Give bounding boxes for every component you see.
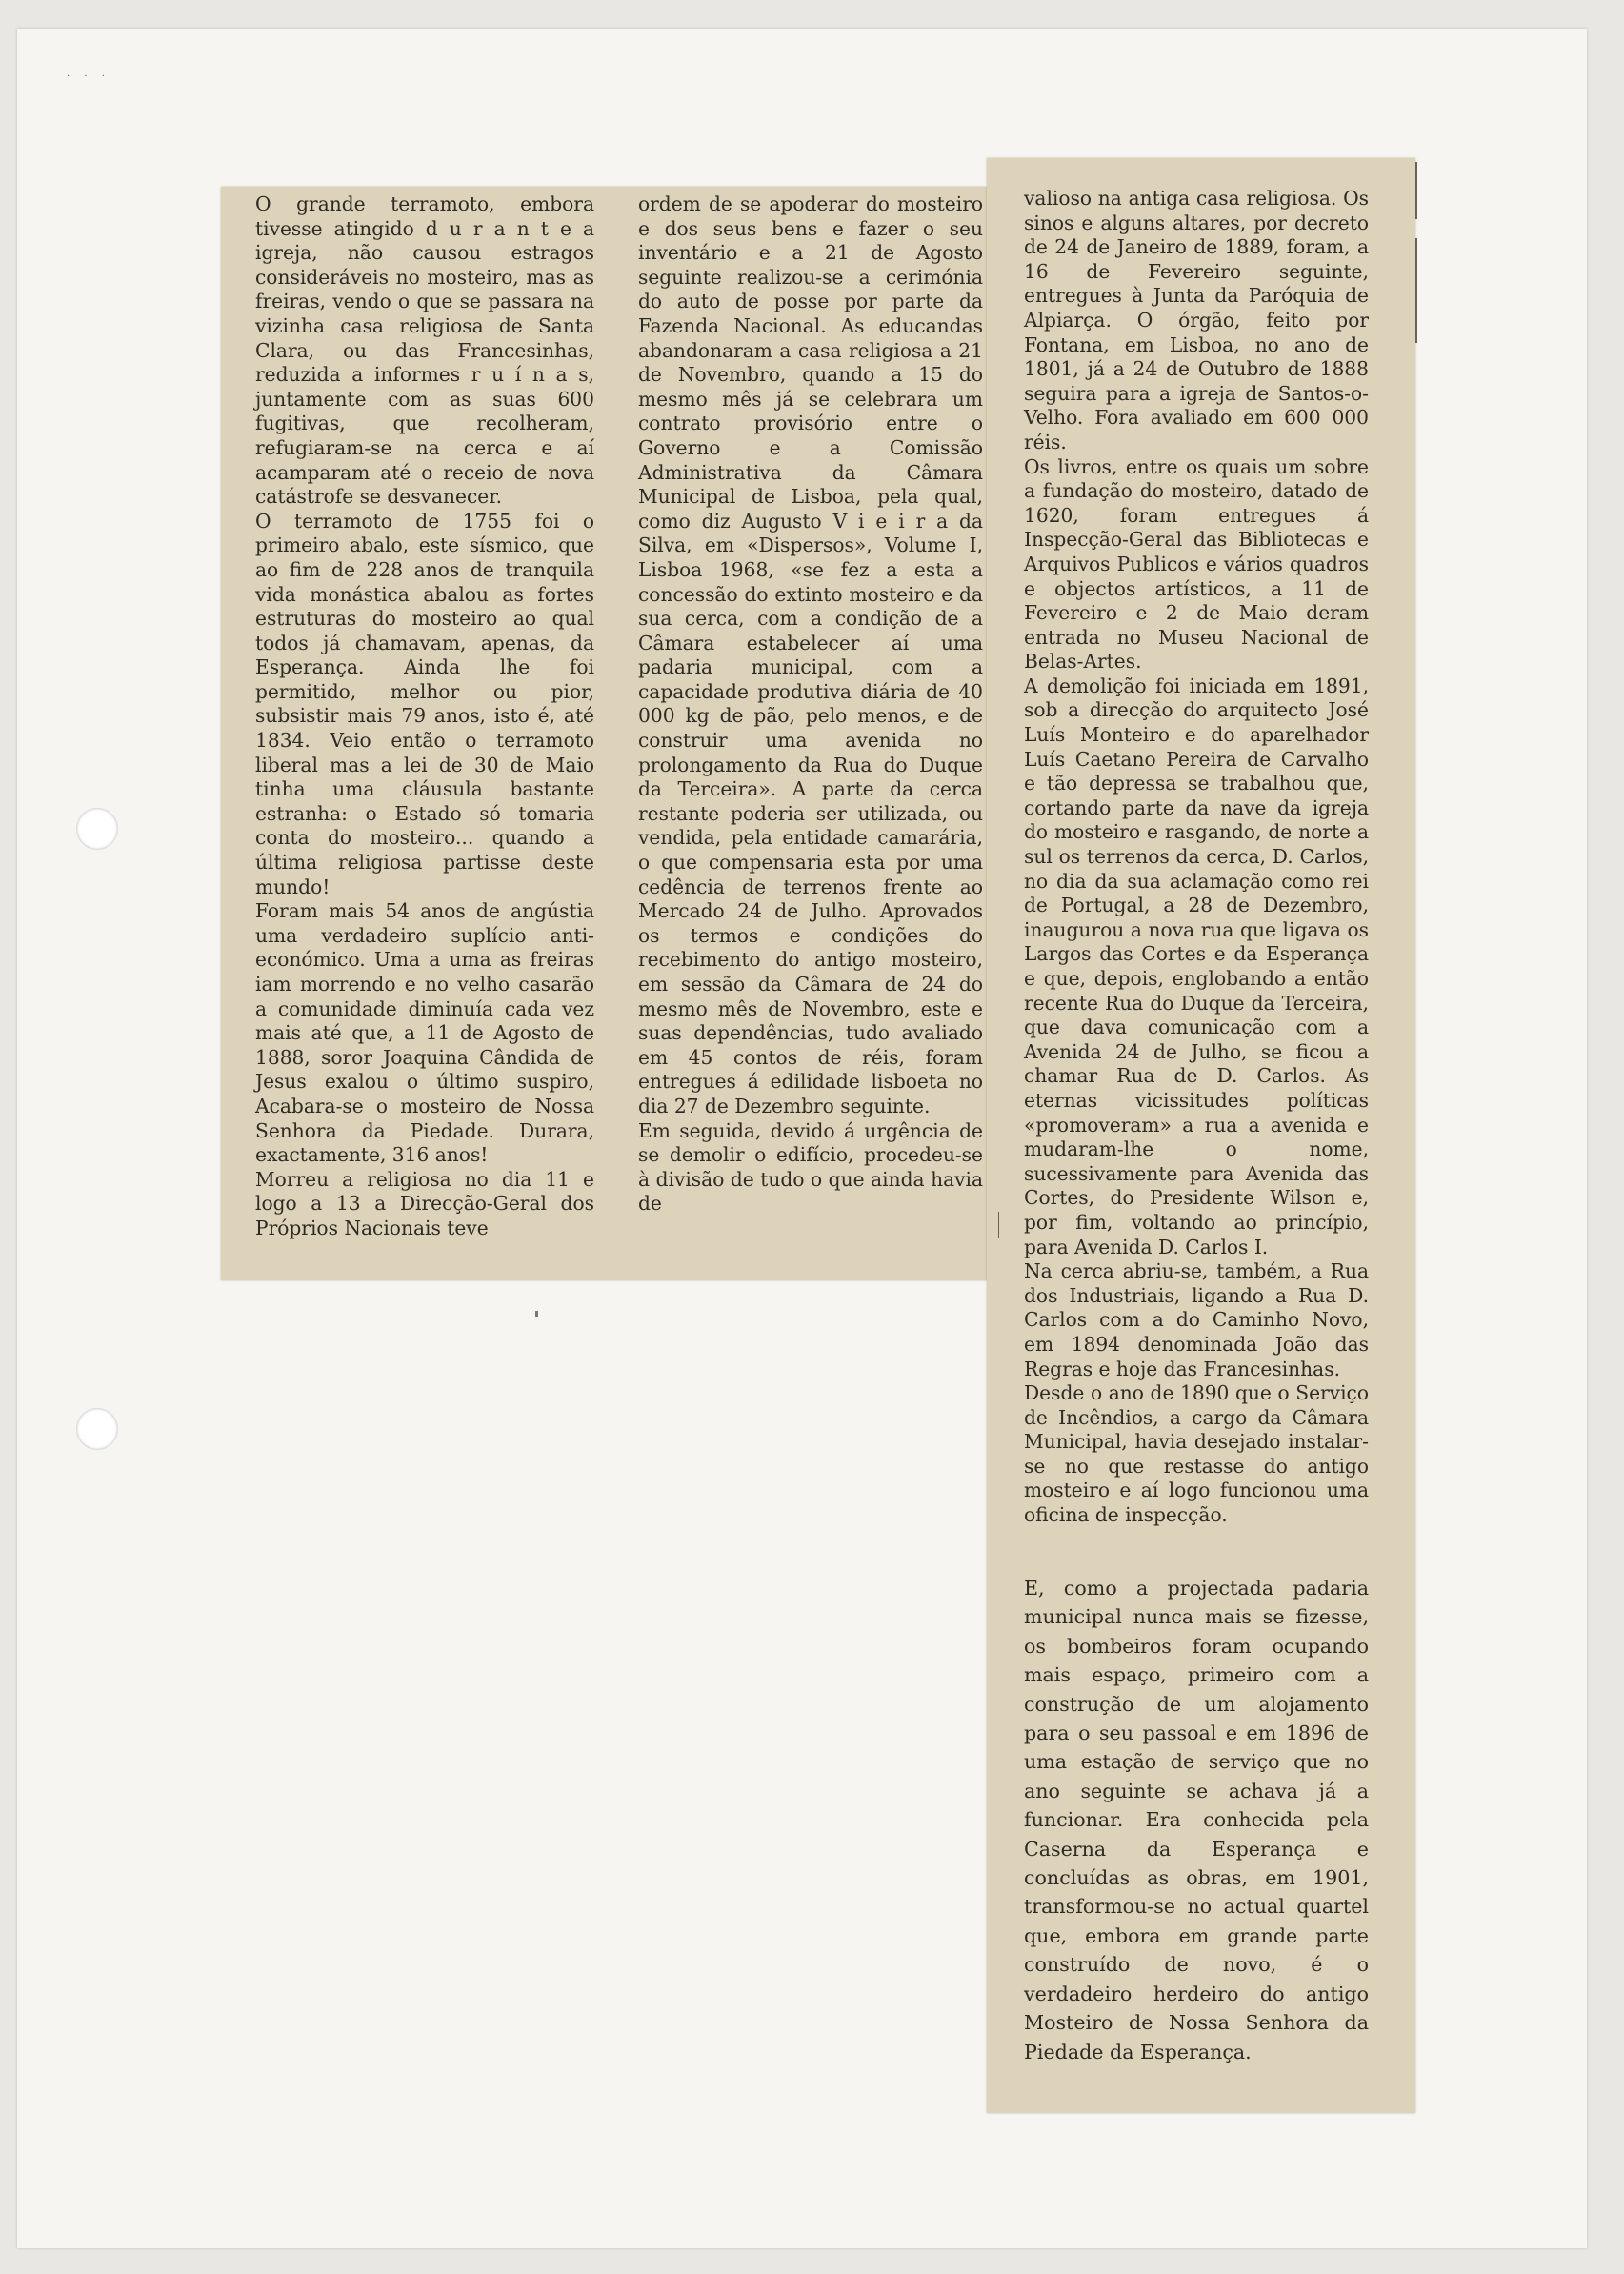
- punch-hole-bottom: [76, 1408, 118, 1450]
- column-rule: [1415, 162, 1417, 219]
- punch-hole-top: [76, 808, 118, 850]
- article-column-3: valioso na antiga casa religiosa. Os sinos e alguns altares, por decreto de 24 de Janeiro de 1889, foram, a 16 de Fevereiro seguinte, entregues à Junta da Paróquia de Alpiarça. O órgão, feito por Fontana, em Lisboa, no ano de 1801, já a 24 de Outubro de 1888 seguira para a igreja de Santos-o-Velho. Fora avaliado em 600 000 réis. Os livros, entre os quais um sobre a fundação do mosteiro, datado de 1620, foram entregues á Inspecção-Geral das Bibliotecas e Arquivos Publicos e vários quadros e objectos artísticos, a 11 de Fevereiro e 2 de Maio deram entrada no Museu Nacional de Belas-Artes. A demolição foi iniciada em 1891, sob a direcção do arquitecto José Luís Monteiro e do aparelhador Luís Caetano Pereira de Carvalho e tão depressa se trabalhou que, cortando parte da nave da igreja do mosteiro e rasgando, de norte a sul os terrenos da cerca, D. Carlos, no dia da sua aclamação como rei de Portugal, a 28 de Dezembro, inaugurou a nova rua que ligava os Largos das Cortes e da Esperança e que, depois, englobando a então recente Rua do Duque da Terceira, que dava comunicação com a Avenida 24 de Julho, se ficou a chamar Rua de D. Carlos. As eternas vicissitudes políticas «promoveram» a rua a avenida e mudaram-lhe o nome, sucessivamente para Avenida das Cortes, do Presidente Wilson e, por fim, voltando ao princípio, para Avenida D. Carlos I. Na cerca abriu-se, também, a Rua dos Industriais, ligando a Rua D. Carlos com a do Caminho Novo, em 1894 denominada João das Regras e hoje das Francesinhas. Desde o ano de 1890 que o Serviço de Incêndios, a cargo da Câmara Municipal, havia desejado instalar-se no que restasse do antigo mosteiro e aí logo funcionou uma oficina de inspecção.: [1024, 187, 1369, 1527]
- article-column-1: O grande terramoto, embora tivesse atingido d u r a n t e a igreja, não causou estragos consideráveis no mosteiro, mas as freiras, vendo o que se passara na vizinha casa religiosa de Santa Clara, ou das Francesinhas, reduzida a informes r u í n a s, juntamente com as suas 600 fugitivas, que recolheram, refugiaram-se na cerca e aí acamparam até o receio de nova catástrofe se desvanecer. O terramoto de 1755 foi o primeiro abalo, este sísmico, que ao fim de 228 anos de tranquila vida monástica abalou as fortes estruturas do mosteiro ao qual todos já chamavam, apenas, da Esperança. Ainda lhe foi permitido, melhor ou pior, subsistir mais 79 anos, isto é, até 1834. Veio então o terramoto liberal mas a lei de 30 de Maio tinha uma cláusula bastante estranha: o Estado só tomaria conta do mosteiro... quando a última religiosa partisse deste mundo! Foram mais 54 anos de angústia uma verdadeiro suplício anti-económico. Uma a uma as freiras iam morrendo e no velho casarão a comunidade diminuía cada vez mais até que, a 11 de Agosto de 1888, soror Joaquina Cândida de Jesus exalou o último suspiro, Acabara-se o mosteiro de Nossa Senhora da Piedade. Durara, exactamente, 316 anos! Morreu a religiosa no dia 11 e logo a 13 a Direcção-Geral dos Próprios Nacionais teve: [255, 192, 594, 1239]
- page-speck: · · ·: [67, 71, 110, 82]
- column-rule: [998, 1212, 999, 1238]
- column-rule: [1415, 238, 1417, 343]
- article-column-2: ordem de se apoderar do mosteiro e dos seus bens e fazer o seu inventário e a 21 de Agosto seguinte realizou-se a cerimónia do auto de posse por parte da Fazenda Nacional. As educandas abandonaram a casa religiosa a 21 de Novembro, quando a 15 do mesmo mês já se celebrara um contrato provisório entre o Governo e a Comissão Administrativa da Câmara Municipal de Lisboa, pela qual, como diz Augusto V i e i r a da Silva, em «Dispersos», Volume I, Lisboa 1968, «se fez a esta a concessão do extinto mosteiro e da sua cerca, com a condição de a Câmara estabelecer aí uma padaria municipal, com a capacidade produtiva diária de 40 000 kg de pão, pelo menos, e de construir uma avenida no prolongamento da Rua do Duque da Terceira». A parte da cerca restante poderia ser utilizada, ou vendida, pela entidade camarária, o que compensaria esta por uma cedência de terrenos frente ao Mercado 24 de Julho. Aprovados os termos e condições do recebimento do antigo mosteiro, em sessão da Câmara de 24 do mesmo mês de Novembro, este e suas dependências, tudo avaliado em 45 contos de réis, foram entregues á edilidade lisboeta no dia 27 de Dezembro seguinte. Em seguida, devido á urgência de se demolir o edifício, procedeu-se à divisão de tudo o que ainda havia de: [638, 192, 983, 1216]
- ink-mark: [535, 1311, 538, 1317]
- article-column-3-end: E, como a projectada padaria municipal nunca mais se fizesse, os bombeiros foram ocupando mais espaço, primeiro com a construção de um alojamento para o seu passoal e em 1896 de uma estação de serviço que no ano seguinte se achava já a funcionar. Era conhecida pela Caserna da Esperança e concluídas as obras, em 1901, transformou-se no actual quartel que, embora em grande parte construído de novo, é o verdadeiro herdeiro do antigo Mosteiro de Nossa Senhora da Piedade da Esperança.: [1024, 1577, 1369, 2063]
